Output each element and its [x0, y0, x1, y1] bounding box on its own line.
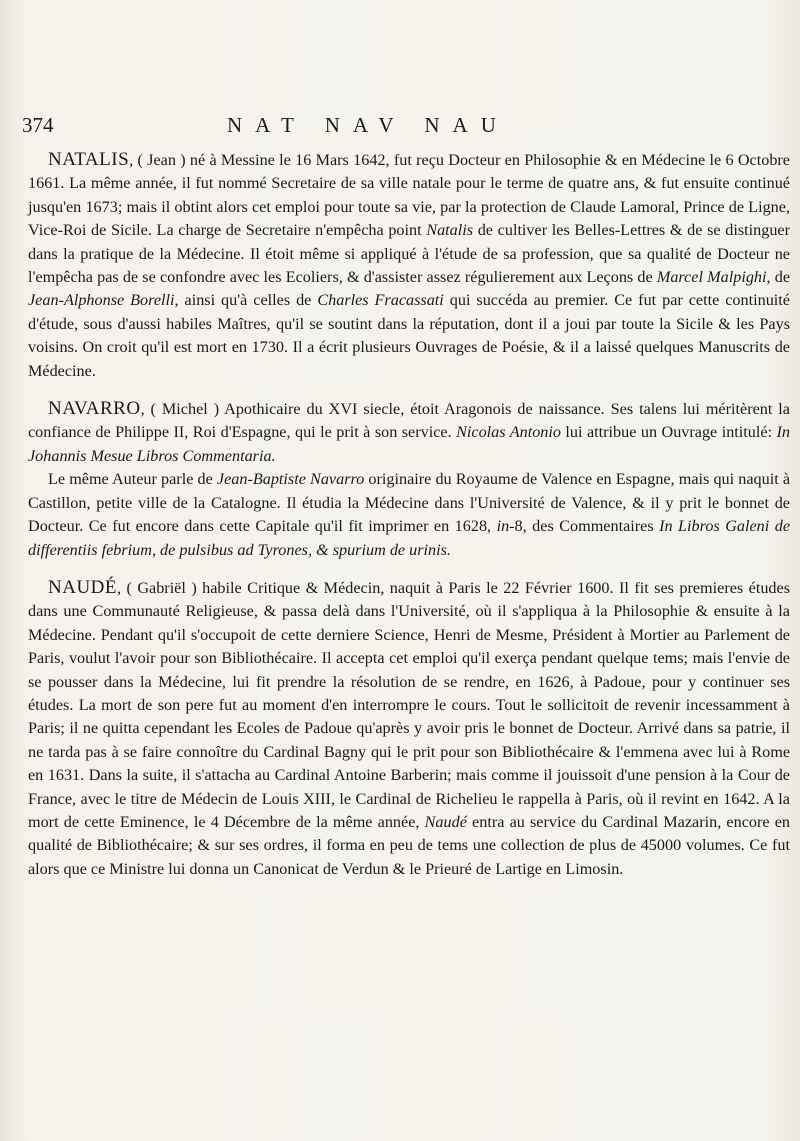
entry-text: , ( Gabriël ) habile Critique & Médecin, naquit à Paris le 22 Février 1600. Il fit ses premieres études dans une Communauté Religieuse, & passa delà dans l'Université, où il s'appliqua à la Philosophie & ensuite à la Médecine. Pendant qu'il s'occupoit de cette derniere Science, Henri de Mesme, Président à Mortier au Parlement de Paris, voulut l'avoir pour son Bibliothécaire. Il accepta cet emploi qu'il exerça pendant quelque tems; mais l'envie de se pousser dans la Médecine, lui fit prendre la résolution de se rendre, en 1626, à Padoue, pour y continuer ses études. La mort de son pere fut au moment d'en interrompre le cours. Tout le sollicitoit de revenir incessamment à Paris; il ne quitta cependant les Ecoles de Padoue qu'après y avoir pris le bonnet de Docteur. Arrivé dans sa patrie, il ne tarda pas à se faire connoître du Cardinal Bagny qui le prit pour son Bibliothécaire & l'emmena avec lui à Rome en 1631. Dans la suite, il s'attacha au Cardinal Antoine Barberin; mais comme il jouissoit d'une pension à la Cour de France, avec le titre de Médecin de Louis XIII, le Cardinal de Richelieu le rappella à Paris, où il revint en 1642. A la mort de cette Eminence, le 4 Décembre de la même année,	[28, 578, 790, 831]
entry-navarro-continued	[28, 468, 790, 562]
entry-text: , ( Jean ) né à Messine le 16 Mars 1642, fut reçu Docteur en Philosophie & en Médecine le 6 Octobre 1661. La même année, il fut nommé Secretaire de sa ville natale pour le terme de quatre ans, & fut ensuite continué jusqu'en 1673; mais il obtint alors cet emploi pour toute sa vie, par la protection de Claude Lamoral, Prince de Ligne, Vice-Roi de Sicile. La charge de Secretaire n'empêcha point	[28, 151, 790, 240]
entry-headword: NATALIS	[48, 149, 130, 170]
entry-navarro	[28, 397, 790, 468]
entry-italic-name: Charles Fracassati	[317, 291, 444, 310]
entry-italic-name: Marcel Malpighi	[656, 268, 767, 287]
entry-text: , de	[766, 268, 791, 287]
entry-text: originaire du Royaume de Valence en Espagne, mais qui naquit à Castillon, petite ville de la Catalogne. Il étudia la Médecine dans l'Université de Valence, & il y prit le bonnet de Docteur. Ce fut encore dans cette Capitale qu'il fit imprimer en 1628,	[28, 470, 791, 536]
entry-text: lui attribue un Ouvrage intitulé:	[560, 423, 777, 442]
page-header	[22, 108, 792, 142]
entry-italic-name: Jean-Baptiste Navarro	[216, 470, 365, 489]
entry-italic-format: in	[496, 517, 510, 536]
entry-italic-name: Natalis	[426, 221, 474, 240]
running-head: NAT NAV NAU	[227, 113, 509, 137]
entry-text: , ainsi qu'à celles de	[174, 291, 318, 310]
entry-text: Le même Auteur parle de	[48, 470, 217, 489]
entry-text: , ( Michel ) Apothicaire du XVI siecle, étoit Aragonois de naissance. Ses talens lui méritèrent la confiance de Philippe II, Roi d'Espagne, qui le prit à son service.	[28, 400, 790, 442]
entry-italic-name: Naudé	[424, 812, 467, 831]
entry-headword: NAVARRO	[48, 398, 141, 420]
entry-text: de cultiver les Belles-Lettres & de se distinguer dans la pratique de la Médecine. Il étoit même si appliqué à l'étude de sa profession, que sa qualité de Docteur ne l'empêcha pas de se confondre avec les Ecoliers, & d'assister assez régulierement aux Leçons de	[28, 221, 790, 287]
body-text	[28, 148, 790, 881]
entry-italic-name: Nicolas Antonio	[456, 423, 561, 442]
entry-headword: NAUDÉ	[48, 576, 117, 598]
entry-text: entra au service du Cardinal Mazarin, encore en qualité de Bibliothécaire; & sur ses ordres, il forma en peu de tems une collection de plus de 45000 volumes. Ce fut alors que ce Ministre lui donna un Canonicat de Verdun & le Prieuré de Lartige en Limosin.	[28, 812, 791, 878]
entry-italic-title: In Johannis Mesue Libros Commentaria.	[28, 423, 790, 465]
entry-natalis	[28, 148, 790, 383]
entry-text: -8, des Commentaires	[509, 517, 660, 536]
entry-text: qui succéda au premier. Ce fut par cette continuité d'étude, sous d'aussi habiles Maîtres, qu'il se soutint dans la réputation, dont il a joui par toute la Sicile & les Pays voisins. On croit qu'il est mort en 1730. Il a écrit plusieurs Ouvrages de Poésie, & il a laissé quelques Manuscrits de Médecine.	[28, 291, 790, 380]
entry-naude	[28, 576, 790, 881]
page-number: 374	[22, 113, 54, 137]
entry-italic-title: In Libros Galeni de differentiis febrium, de pulsibus ad Tyrones, & spurium de urinis.	[28, 517, 791, 559]
entry-italic-name: Jean-Alphonse Borelli	[28, 291, 175, 310]
